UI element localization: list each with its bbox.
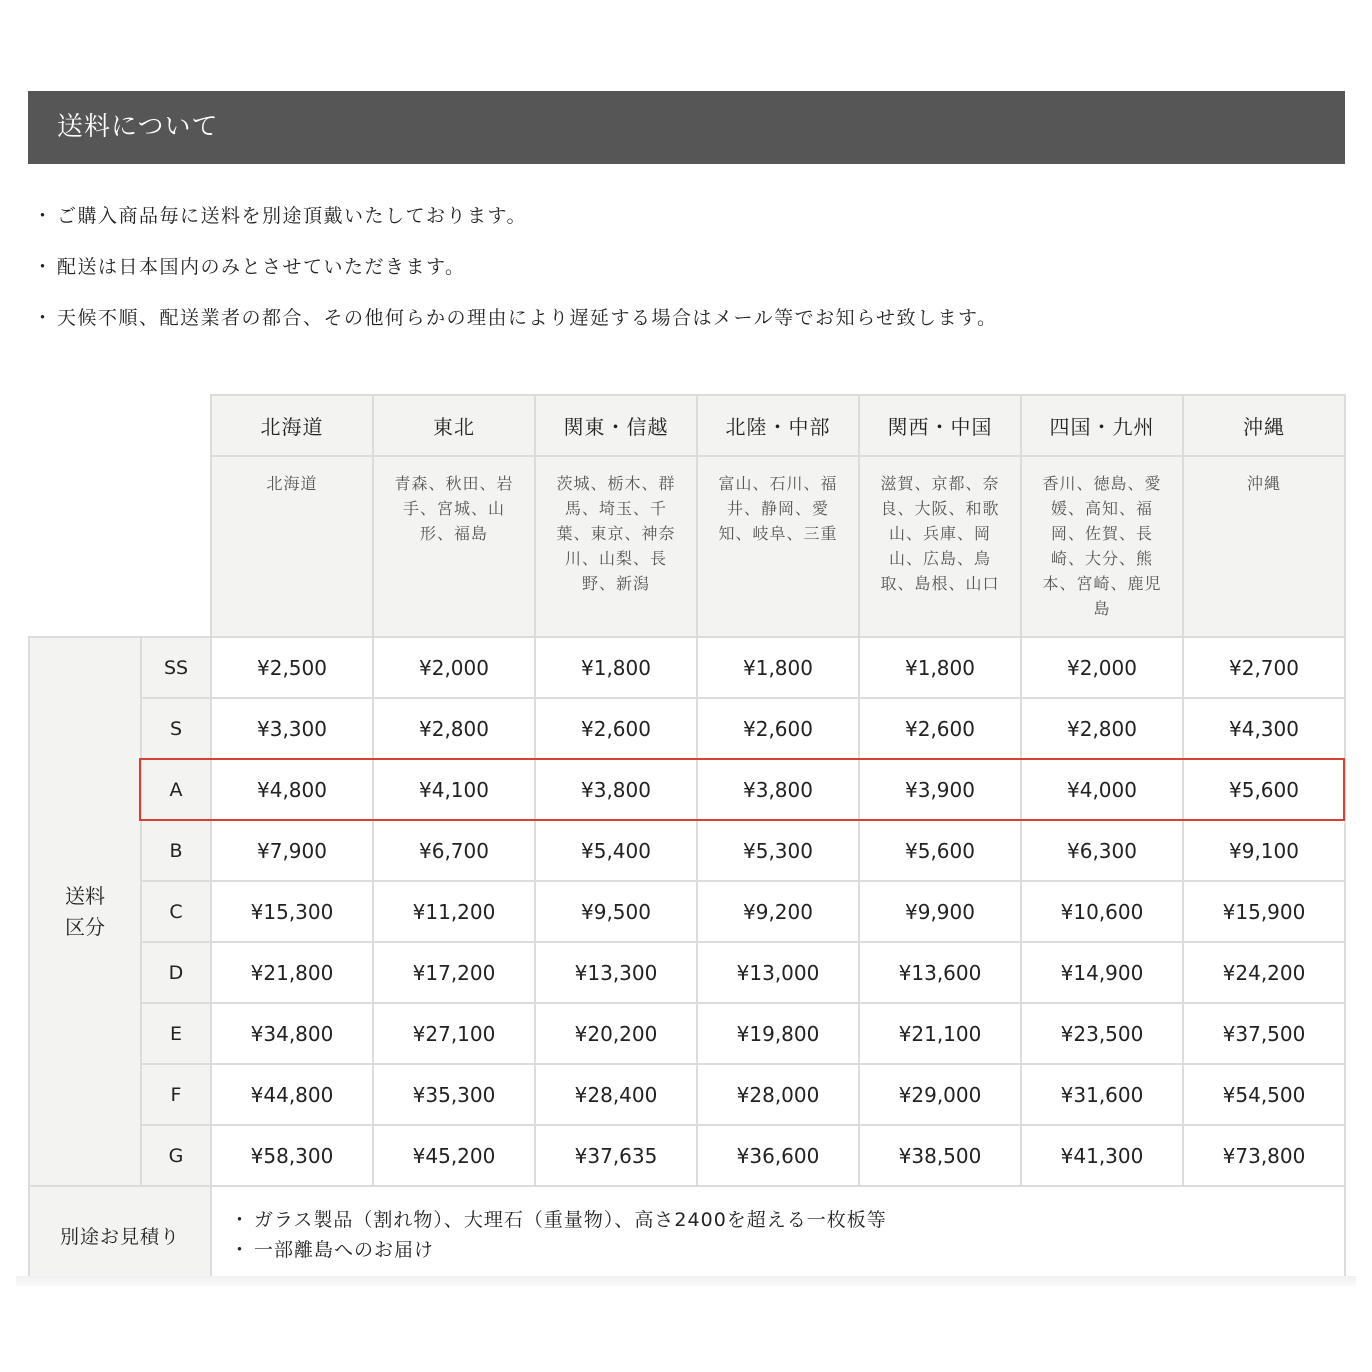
price-cell: ¥28,400 bbox=[535, 1064, 697, 1125]
class-code: A bbox=[141, 759, 211, 820]
price-rows bbox=[29, 637, 1345, 1186]
price-cell: ¥2,600 bbox=[859, 698, 1021, 759]
price-cell: ¥23,500 bbox=[1021, 1003, 1183, 1064]
prefecture-list: 青森、秋田、岩手、宮城、山形、福島 bbox=[373, 456, 535, 637]
price-cell: ¥1,800 bbox=[697, 637, 859, 698]
note-text: 天候不順、配送業者の都合、その他何らかの理由により遅延する場合はメール等でお知らせ致します。 bbox=[57, 307, 998, 329]
price-cell: ¥14,900 bbox=[1021, 942, 1183, 1003]
note-item bbox=[33, 300, 998, 351]
price-cell: ¥4,000 bbox=[1021, 759, 1183, 820]
price-cell: ¥2,700 bbox=[1183, 637, 1345, 698]
price-row-d bbox=[29, 942, 1345, 1003]
price-cell: ¥2,000 bbox=[1021, 637, 1183, 698]
price-cell: ¥13,300 bbox=[535, 942, 697, 1003]
price-cell: ¥2,800 bbox=[373, 698, 535, 759]
price-cell: ¥5,400 bbox=[535, 820, 697, 881]
price-cell: ¥58,300 bbox=[211, 1125, 373, 1186]
prefecture-list: 富山、石川、福井、静岡、愛知、岐阜、三重 bbox=[697, 456, 859, 637]
estimate-text: ガラス製品（割れ物）、大理石（重量物）、高さ2400を超える一枚板等 bbox=[254, 1209, 887, 1231]
price-cell: ¥21,100 bbox=[859, 1003, 1021, 1064]
price-cell: ¥15,300 bbox=[211, 881, 373, 942]
prefecture-list: 茨城、栃木、群馬、埼玉、千葉、東京、神奈川、山梨、長野、新潟 bbox=[535, 456, 697, 637]
region-header: 関東・信越 bbox=[535, 395, 697, 456]
price-cell: ¥9,900 bbox=[859, 881, 1021, 942]
price-cell: ¥27,100 bbox=[373, 1003, 535, 1064]
price-cell: ¥54,500 bbox=[1183, 1064, 1345, 1125]
price-cell: ¥21,800 bbox=[211, 942, 373, 1003]
price-cell: ¥4,800 bbox=[211, 759, 373, 820]
price-cell: ¥15,900 bbox=[1183, 881, 1345, 942]
price-row-c bbox=[29, 881, 1345, 942]
price-cell: ¥28,000 bbox=[697, 1064, 859, 1125]
price-cell: ¥1,800 bbox=[535, 637, 697, 698]
class-code: SS bbox=[141, 637, 211, 698]
class-code: E bbox=[141, 1003, 211, 1064]
price-cell: ¥36,600 bbox=[697, 1125, 859, 1186]
price-cell: ¥3,300 bbox=[211, 698, 373, 759]
price-cell: ¥6,700 bbox=[373, 820, 535, 881]
bullet: ・ bbox=[33, 307, 54, 329]
class-code: S bbox=[141, 698, 211, 759]
prefecture-list: 沖縄 bbox=[1183, 456, 1345, 637]
price-cell: ¥41,300 bbox=[1021, 1125, 1183, 1186]
price-row-g bbox=[29, 1125, 1345, 1186]
price-cell: ¥9,200 bbox=[697, 881, 859, 942]
price-cell: ¥29,000 bbox=[859, 1064, 1021, 1125]
price-row-f bbox=[29, 1064, 1345, 1125]
note-text: ご購入商品毎に送料を別途頂戴いたしております。 bbox=[57, 205, 527, 227]
class-code: G bbox=[141, 1125, 211, 1186]
price-row-s bbox=[29, 698, 1345, 759]
shipping-rate-table bbox=[28, 394, 1346, 1285]
bullet: ・ bbox=[230, 1239, 251, 1261]
region-header-row bbox=[29, 395, 1345, 456]
note-item bbox=[33, 249, 998, 300]
class-code: C bbox=[141, 881, 211, 942]
region-header: 沖縄 bbox=[1183, 395, 1345, 456]
price-cell: ¥3,800 bbox=[535, 759, 697, 820]
price-cell: ¥73,800 bbox=[1183, 1125, 1345, 1186]
price-cell: ¥4,300 bbox=[1183, 698, 1345, 759]
price-cell: ¥24,200 bbox=[1183, 942, 1345, 1003]
class-group-label-line: 送料 bbox=[65, 883, 105, 908]
region-header: 東北 bbox=[373, 395, 535, 456]
bullet: ・ bbox=[230, 1209, 251, 1231]
price-cell: ¥2,800 bbox=[1021, 698, 1183, 759]
estimate-row bbox=[29, 1186, 1345, 1284]
corner-blank bbox=[29, 456, 211, 637]
price-cell: ¥38,500 bbox=[859, 1125, 1021, 1186]
price-cell: ¥9,500 bbox=[535, 881, 697, 942]
price-cell: ¥35,300 bbox=[373, 1064, 535, 1125]
price-cell: ¥37,635 bbox=[535, 1125, 697, 1186]
region-header: 四国・九州 bbox=[1021, 395, 1183, 456]
price-cell: ¥1,800 bbox=[859, 637, 1021, 698]
price-cell: ¥13,600 bbox=[859, 942, 1021, 1003]
price-cell: ¥2,600 bbox=[697, 698, 859, 759]
price-cell: ¥17,200 bbox=[373, 942, 535, 1003]
price-cell: ¥34,800 bbox=[211, 1003, 373, 1064]
prefecture-row bbox=[29, 456, 1345, 637]
price-cell: ¥2,000 bbox=[373, 637, 535, 698]
class-group-label-line: 区分 bbox=[65, 914, 105, 939]
price-cell: ¥2,500 bbox=[211, 637, 373, 698]
price-cell: ¥7,900 bbox=[211, 820, 373, 881]
price-cell: ¥4,100 bbox=[373, 759, 535, 820]
price-row-e bbox=[29, 1003, 1345, 1064]
corner-blank bbox=[29, 395, 211, 456]
price-cell: ¥6,300 bbox=[1021, 820, 1183, 881]
estimate-text: 一部離島へのお届け bbox=[254, 1239, 435, 1261]
price-cell: ¥3,900 bbox=[859, 759, 1021, 820]
estimate-items bbox=[211, 1186, 1345, 1284]
estimate-label: 別途お見積り bbox=[29, 1186, 211, 1284]
estimate-item bbox=[230, 1205, 1344, 1235]
price-cell: ¥44,800 bbox=[211, 1064, 373, 1125]
bullet: ・ bbox=[33, 256, 54, 278]
bullet: ・ bbox=[33, 205, 54, 227]
note-text: 配送は日本国内のみとさせていただきます。 bbox=[57, 256, 466, 278]
price-row-a bbox=[29, 759, 1345, 820]
price-cell: ¥9,100 bbox=[1183, 820, 1345, 881]
price-row-ss bbox=[29, 637, 1345, 698]
estimate-item bbox=[230, 1235, 1344, 1265]
region-header: 北海道 bbox=[211, 395, 373, 456]
prefecture-list: 香川、徳島、愛媛、高知、福岡、佐賀、長崎、大分、熊本、宮崎、鹿児島 bbox=[1021, 456, 1183, 637]
bottom-shadow bbox=[16, 1276, 1356, 1286]
price-cell: ¥37,500 bbox=[1183, 1003, 1345, 1064]
price-cell: ¥5,300 bbox=[697, 820, 859, 881]
class-code: F bbox=[141, 1064, 211, 1125]
price-cell: ¥5,600 bbox=[859, 820, 1021, 881]
region-header: 北陸・中部 bbox=[697, 395, 859, 456]
price-cell: ¥10,600 bbox=[1021, 881, 1183, 942]
price-cell: ¥2,600 bbox=[535, 698, 697, 759]
page-title: 送料について bbox=[28, 91, 1345, 164]
prefecture-list: 北海道 bbox=[211, 456, 373, 637]
price-cell: ¥3,800 bbox=[697, 759, 859, 820]
price-cell: ¥31,600 bbox=[1021, 1064, 1183, 1125]
price-row-b bbox=[29, 820, 1345, 881]
class-code: D bbox=[141, 942, 211, 1003]
price-cell: ¥11,200 bbox=[373, 881, 535, 942]
note-item bbox=[33, 198, 998, 249]
price-cell: ¥13,000 bbox=[697, 942, 859, 1003]
price-cell: ¥19,800 bbox=[697, 1003, 859, 1064]
price-cell: ¥20,200 bbox=[535, 1003, 697, 1064]
price-cell: ¥5,600 bbox=[1183, 759, 1345, 820]
class-code: B bbox=[141, 820, 211, 881]
price-cell: ¥45,200 bbox=[373, 1125, 535, 1186]
class-group-label bbox=[29, 637, 141, 1186]
shipping-notes bbox=[33, 198, 998, 351]
region-header: 関西・中国 bbox=[859, 395, 1021, 456]
prefecture-list: 滋賀、京都、奈良、大阪、和歌山、兵庫、岡山、広島、鳥取、島根、山口 bbox=[859, 456, 1021, 637]
